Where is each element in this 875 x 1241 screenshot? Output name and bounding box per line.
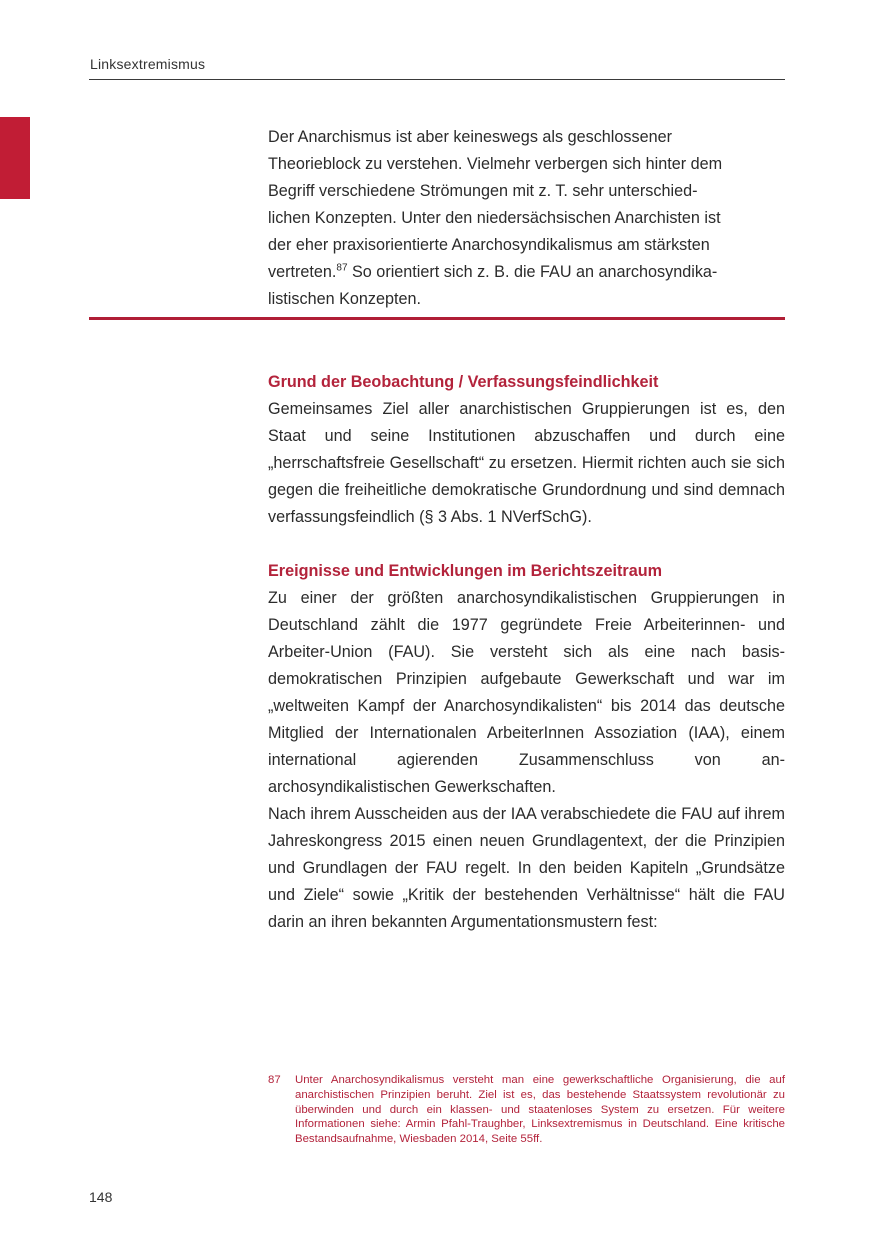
intro-line: listischen Konzepten. (268, 290, 421, 308)
section-heading: Ereignisse und Entwicklungen im Berichtszeitraum (268, 562, 662, 580)
intro-text (268, 124, 785, 313)
intro-line: Der Anarchismus ist aber keineswegs als geschlossener (268, 128, 672, 146)
intro-line: der eher praxisorientierte Anarchosyndikalismus am stärksten (268, 236, 710, 254)
header-rule (89, 79, 785, 80)
section-grund (268, 369, 785, 531)
section-paragraph: Zu einer der größten anarchosyndikalistischen Gruppierungen in Deutschland zählt die 1977 gegründete Freie Arbeiterinnen- und Arbeiter-Union (FAU). Sie versteht sich als eine nach basisdemokratischen Prinzipien aufgebaute Gewerkschaft und war im „weltweiten Kampf der Anarchosyndikalisten“ bis 2014 das deutsche Mitglied der Internationalen ArbeiterInnen Assoziation (IAA), einem international agierenden Zusammenschluss von anarchosyndikalistischen Gewerkschaften. (268, 589, 785, 796)
footnote-text: Unter Anarchosyndikalismus versteht man eine gewerkschaftliche Organisierung, die auf anarchistischen Prinzipien beruht. Ziel ist es, das bestehende Staatssystem revolutionär zu überwinden und durch ein klassen- und staatenloses System zu ersetzen. Für weitere Informationen siehe: Armin Pfahl-Traughber, Linksextremismus in Deutschland. Eine kritische Bestandsaufnahme, Wiesbaden 2014, Seite 55ff. (295, 1074, 785, 1146)
footnote-number: 87 (268, 1074, 281, 1086)
intro-line: vertreten. (268, 263, 337, 281)
intro-line: So orientiert sich z. B. die FAU an anarchosyndika- (347, 263, 718, 281)
footnote-reference[interactable]: 87 (336, 262, 348, 274)
section-heading: Grund der Beobachtung / Verfassungsfeindlichkeit (268, 373, 659, 391)
section-divider (89, 317, 785, 320)
section-paragraph: Gemeinsames Ziel aller anarchistischen Gruppierungen ist es, den Staat und seine Institutionen abzuschaffen und durch eine „herrschaftsfreie Gesellschaft“ zu ersetzen. Hiermit richten auch sie sich gegen die freiheitliche demokratische Grundordnung und sind demnach verfassungsfeindlich (§ 3 Abs. 1 NVerfSchG). (268, 400, 785, 526)
section-paragraph: Nach ihrem Ausscheiden aus der IAA verabschiedete die FAU auf ihrem Jahreskongress 2015 einen neuen Grundlagentext, der die Prinzipien und Grundlagen der FAU regelt. In den beiden Kapiteln „Grundsätze und Ziele“ sowie „Kritik der bestehenden Verhältnisse“ hält die FAU darin an ihren bekannten Argumentationsmustern fest: (268, 805, 785, 931)
intro-line: Begriff verschiedene Strömungen mit z. T. sehr unterschied- (268, 182, 698, 200)
page-number: 148 (89, 1189, 113, 1205)
section-ereignisse (268, 558, 785, 936)
chapter-marker-tab (0, 117, 30, 199)
footnote (268, 1073, 785, 1147)
running-head-title: Linksextremismus (90, 56, 206, 72)
intro-line: lichen Konzepten. Unter den niedersächsischen Anarchisten ist (268, 209, 721, 227)
intro-paragraph (268, 124, 785, 313)
intro-line: Theorieblock zu verstehen. Vielmehr verbergen sich hinter dem (268, 155, 723, 173)
